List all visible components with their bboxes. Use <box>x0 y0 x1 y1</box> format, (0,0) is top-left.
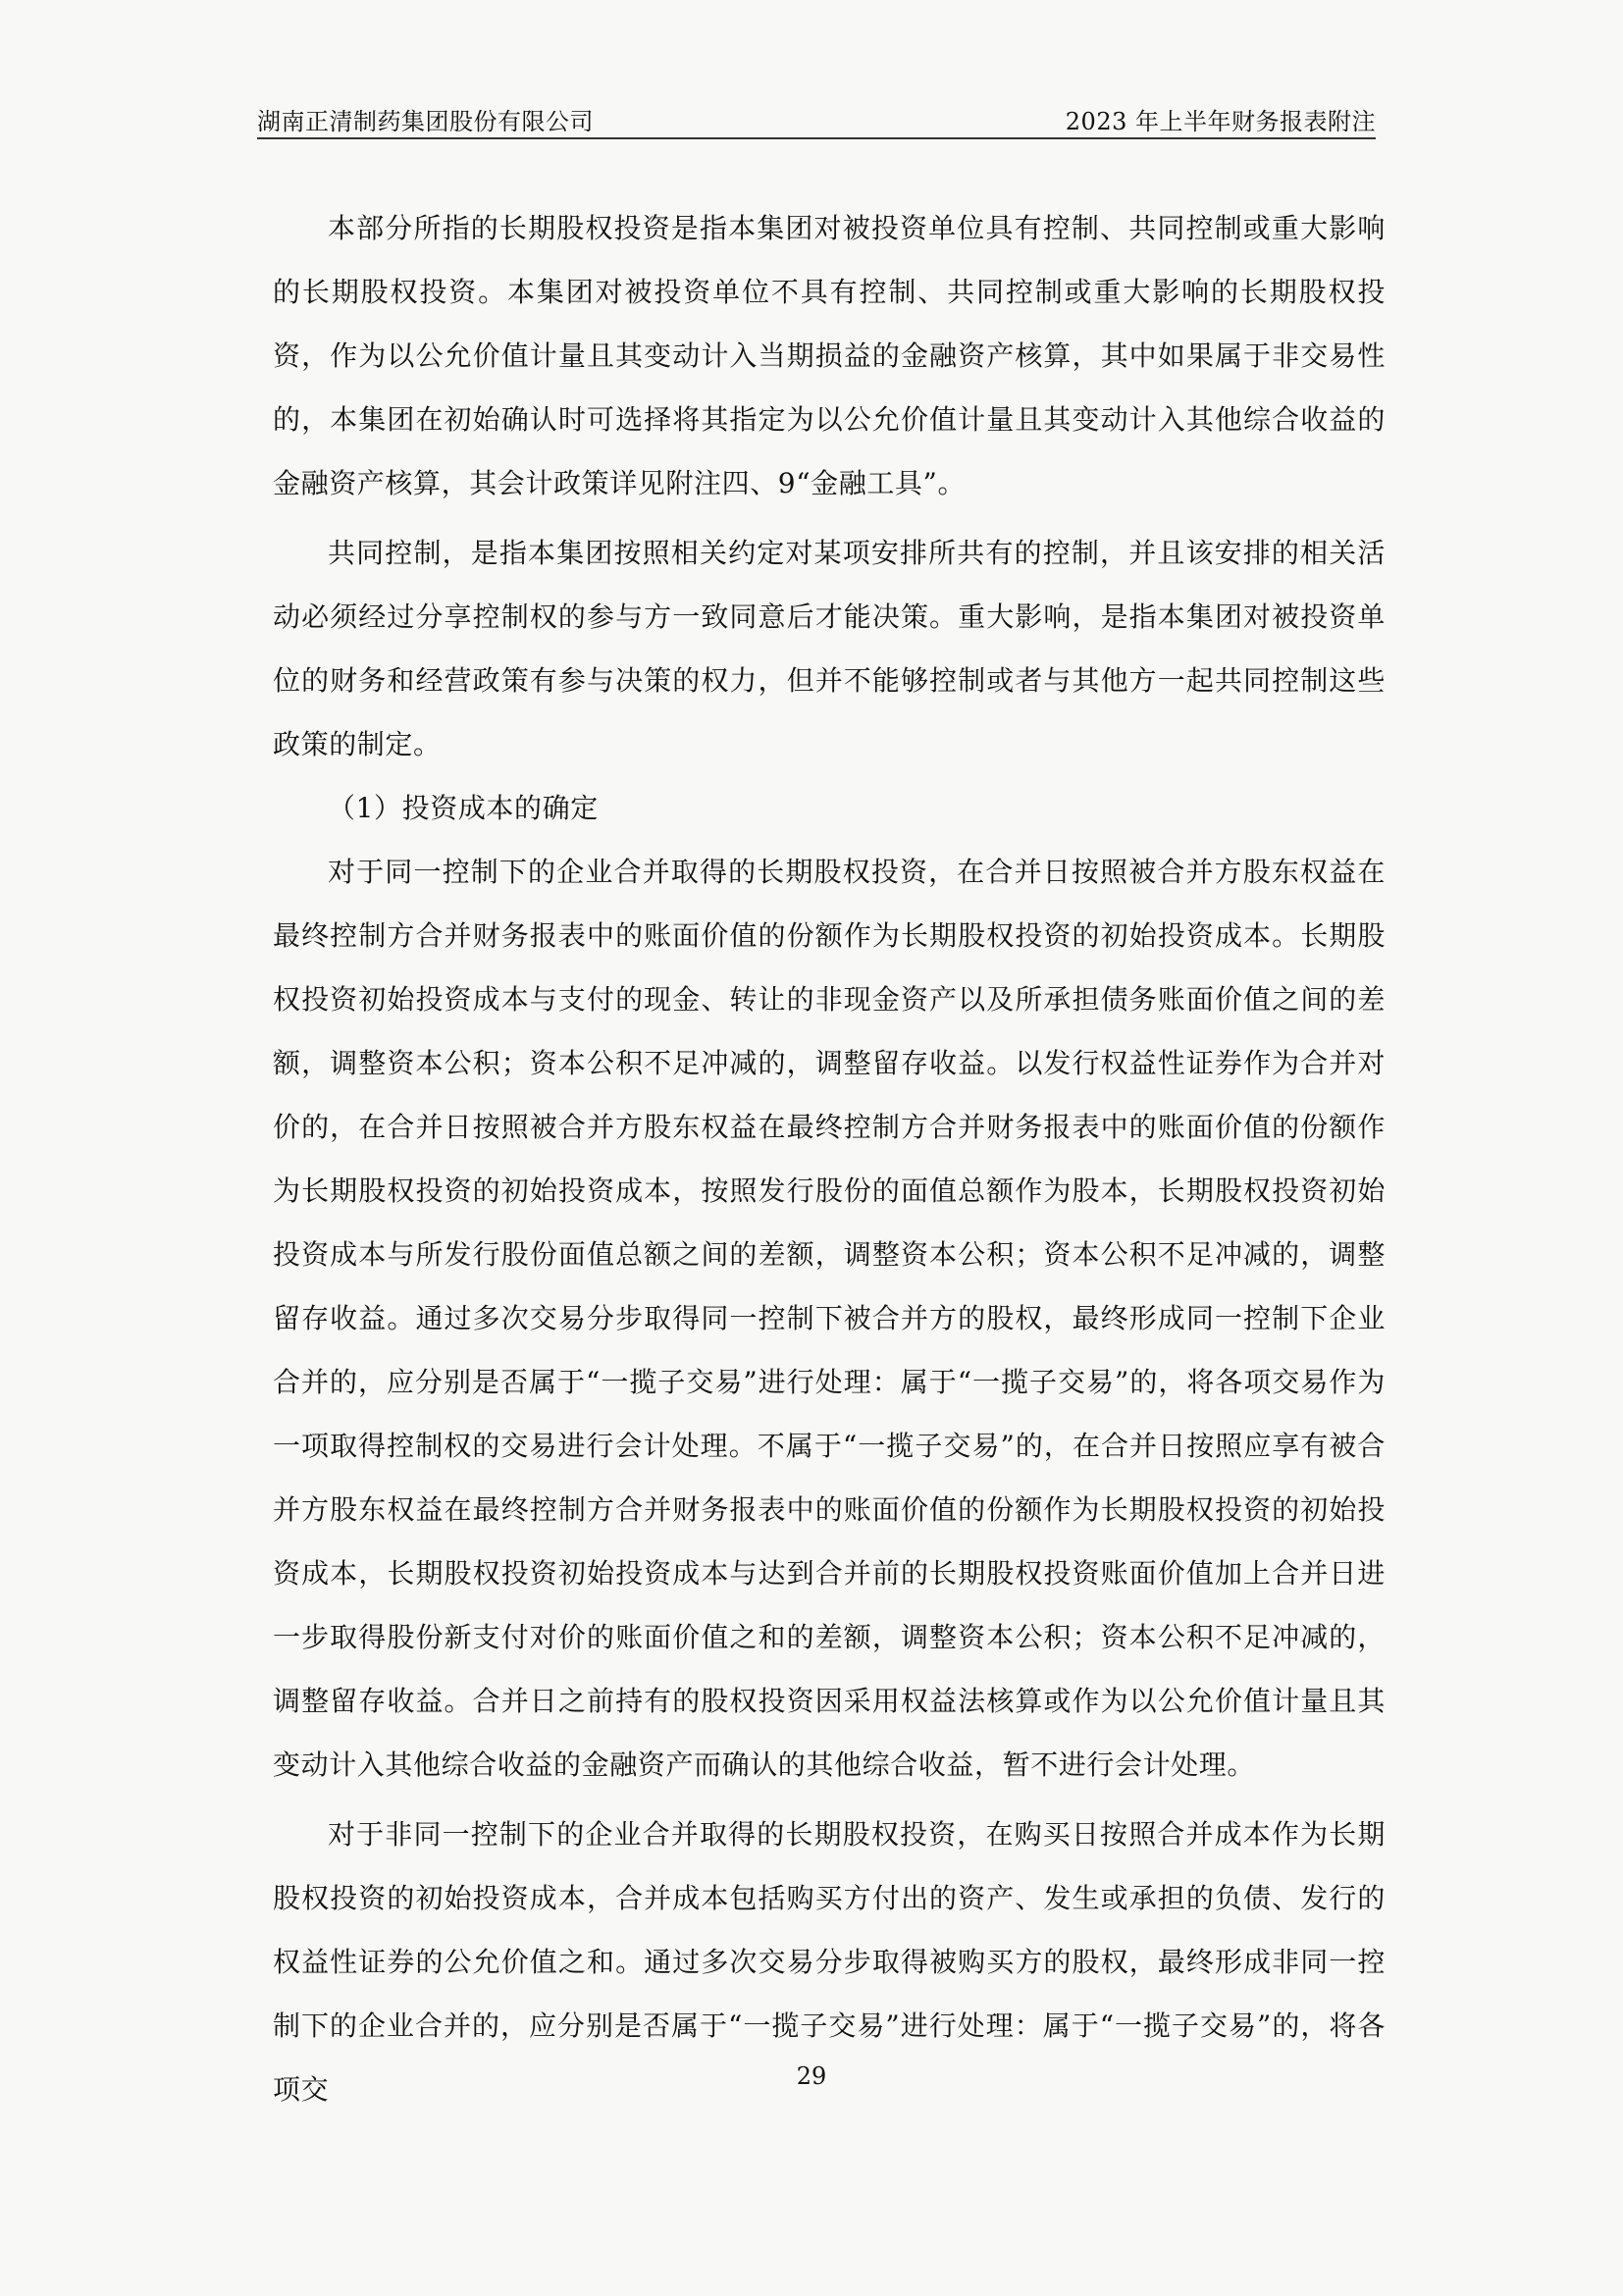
paragraph-common-control: 对于同一控制下的企业合并取得的长期股权投资，在合并日按照被合并方股东权益在最终控制方合并财务报表中的账面价值的份额作为长期股权投资的初始投资成本。长期股权投资初始投资成本与支付的现金、转让的非现金资产以及所承担债务账面价值之间的差额，调整资本公积；资本公积不足冲减的，调整留存收益。以发行权益性证券作为合并对价的，在合并日按照被合并方股东权益在最终控制方合并财务报表中的账面价值的份额作为长期股权投资的初始投资成本，按照发行股份的面值总额作为股本，长期股权投资初始投资成本与所发行股份面值总额之间的差额，调整资本公积；资本公积不足冲减的，调整留存收益。通过多次交易分步取得同一控制下被合并方的股权，最终形成同一控制下企业合并的，应分别是否属于“一揽子交易”进行处理：属于“一揽子交易”的，将各项交易作为一项取得控制权的交易进行会计处理。不属于“一揽子交易”的，在合并日按照应享有被合并方股东权益在最终控制方合并财务报表中的账面价值的份额作为长期股权投资的初始投资成本，长期股权投资初始投资成本与达到合并前的长期股权投资账面价值加上合并日进一步取得股份新支付对价的账面价值之和的差额，调整资本公积；资本公积不足冲减的，调整留存收益。合并日之前持有的股权投资因采用权益法核算或作为以公允价值计量且其变动计入其他综合收益的金融资产而确认的其他综合收益，暂不进行会计处理。 <box>273 856 1386 1781</box>
report-title: 2023 年上半年财务报表附注 <box>1065 108 1376 135</box>
section-heading: （1）投资成本的确定 <box>328 792 599 824</box>
body-text <box>273 196 1386 2121</box>
paragraph-definition: 本部分所指的长期股权投资是指本集团对被投资单位具有控制、共同控制或重大影响的长期股权投资。本集团对被投资单位不具有控制、共同控制或重大影响的长期股权投资，作为以公允价值计量且其变动计入当期损益的金融资产核算，其中如果属于非交易性的，本集团在初始确认时可选择将其指定为以公允价值计量且其变动计入其他综合收益的金融资产核算，其会计政策详见附注四、9“金融工具”。 <box>273 212 1386 499</box>
company-name: 湖南正清制药集团股份有限公司 <box>257 108 594 135</box>
page-header <box>257 94 1376 139</box>
paragraph-joint-control: 共同控制，是指本集团按照相关约定对某项安排所共有的控制，并且该安排的相关活动必须经过分享控制权的参与方一致同意后才能决策。重大影响，是指本集团对被投资单位的财务和经营政策有参与决策的权力，但并不能够控制或者与其他方一起共同控制这些政策的制定。 <box>273 537 1386 760</box>
paragraph-non-common-control: 对于非同一控制下的企业合并取得的长期股权投资，在购买日按照合并成本作为长期股权投资的初始投资成本，合并成本包括购买方付出的资产、发生或承担的负债、发行的权益性证券的公允价值之和。通过多次交易分步取得被购买方的股权，最终形成非同一控制下的企业合并的，应分别是否属于“一揽子交易”进行处理：属于“一揽子交易”的，将各项交 <box>273 1818 1386 2106</box>
page-number: 29 <box>796 2062 827 2090</box>
